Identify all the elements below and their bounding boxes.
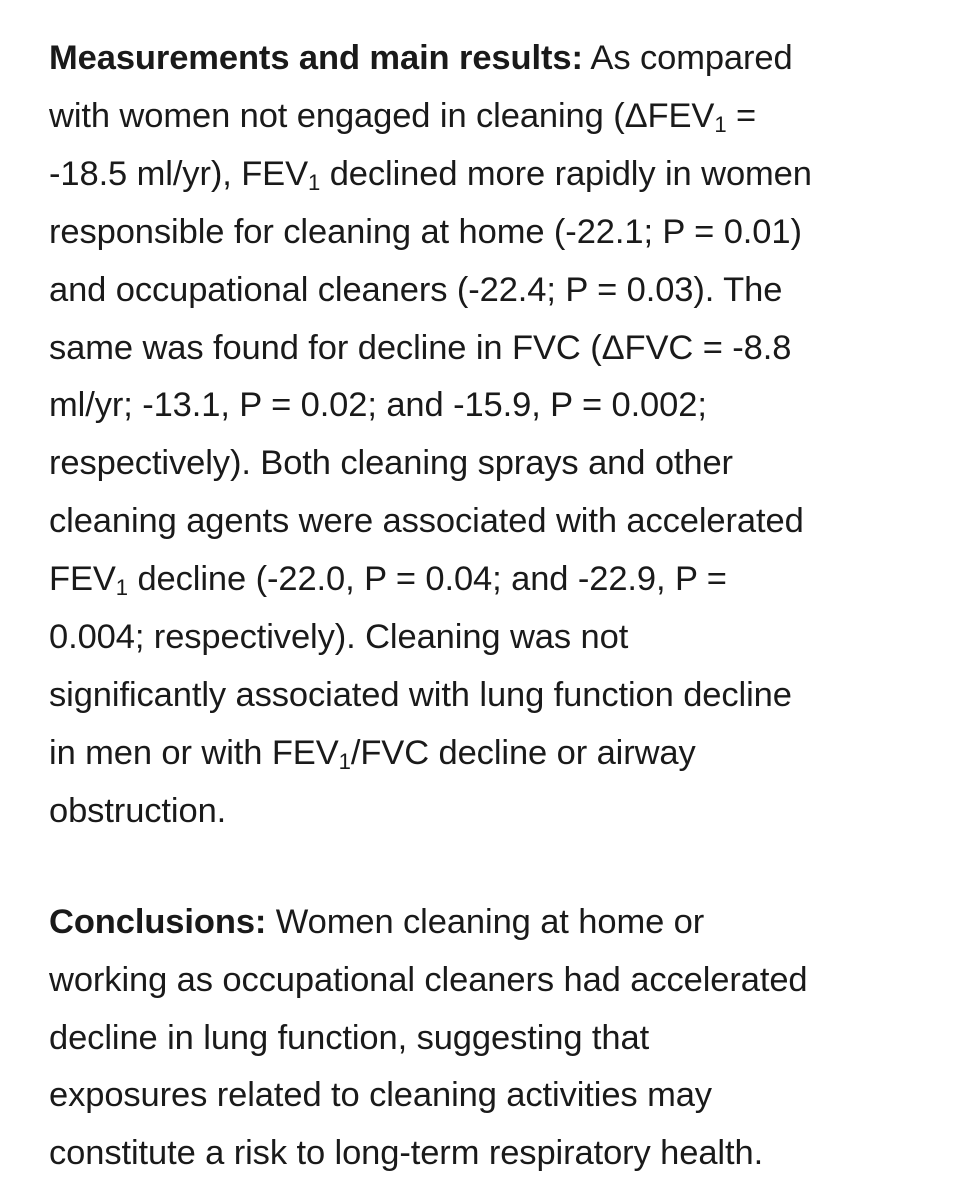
conclusions-paragraph <box>49 894 949 1184</box>
text-run: declined more rapidly in women <box>320 154 812 193</box>
text-run: = <box>726 96 757 135</box>
text-run: Women cleaning at home or <box>266 902 705 941</box>
measurements-heading: Measurements and main results: <box>49 39 583 77</box>
text-run: same was found for decline in FVC (ΔFVC = -8.8 <box>49 328 792 367</box>
text-run: decline in lung function, suggesting that <box>49 1018 650 1057</box>
text-run: with women not engaged in cleaning (ΔFEV <box>49 96 715 135</box>
text-run: significantly associated with lung function decline <box>49 675 792 714</box>
subscript: 1 <box>308 169 321 195</box>
text-run: in men or with FEV <box>49 733 339 772</box>
subscript: 1 <box>714 111 727 137</box>
text-run: constitute a risk to long-term respiratory health. <box>49 1134 764 1173</box>
subscript: 1 <box>115 575 128 600</box>
text-run: responsible for cleaning at home (-22.1; P = 0.01) <box>49 212 802 251</box>
measurements-paragraph <box>49 30 949 841</box>
text-run: 0.004; respectively). Cleaning was not <box>49 618 629 657</box>
text-run: obstruction. <box>49 791 227 830</box>
text-run: cleaning agents were associated with accelerated <box>49 502 804 541</box>
text-run: ml/yr; -13.1, P = 0.02; and -15.9, P = 0.002; <box>49 386 707 425</box>
text-run: decline (-22.0, P = 0.04; and -22.9, P = <box>127 560 727 599</box>
text-run: and occupational cleaners (-22.4; P = 0.03). The <box>49 270 783 309</box>
subscript: 1 <box>338 748 351 774</box>
text-run: FEV <box>49 560 116 599</box>
conclusions-heading: Conclusions: <box>49 902 267 941</box>
text-run: respectively). Both cleaning sprays and other <box>49 444 733 483</box>
text-run: exposures related to cleaning activities may <box>49 1076 712 1115</box>
text-run: As compared <box>582 39 793 77</box>
abstract-excerpt <box>49 30 949 1183</box>
text-run: /FVC decline or airway <box>350 733 696 772</box>
text-run: -18.5 ml/yr), FEV <box>49 154 309 193</box>
text-run: working as occupational cleaners had accelerated <box>49 960 808 999</box>
